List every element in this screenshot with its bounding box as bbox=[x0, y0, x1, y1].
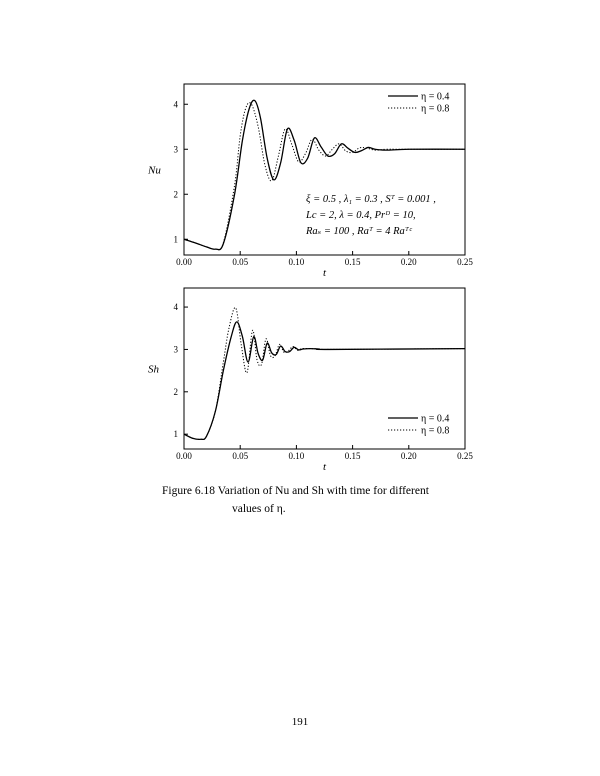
y-tick-label: 3 bbox=[173, 344, 178, 355]
y-tick-label: 2 bbox=[173, 386, 178, 397]
x-tick-label: 0.20 bbox=[400, 451, 417, 461]
annotation-line: ξ = 0.5 , λ₁ = 0.3 , Sᵀ = 0.001 , bbox=[306, 194, 436, 205]
x-tick-label: 0.00 bbox=[176, 451, 192, 461]
x-tick-label: 0.15 bbox=[344, 257, 361, 267]
y-tick-label: 4 bbox=[173, 302, 178, 313]
legend-label: η = 0.8 bbox=[421, 103, 450, 115]
legend-label: η = 0.8 bbox=[421, 425, 450, 437]
y-tick-label: 2 bbox=[173, 189, 178, 200]
x-tick-label: 0.15 bbox=[344, 451, 361, 461]
y-axis-label: Nu bbox=[148, 164, 161, 177]
parameter-annotation bbox=[305, 194, 436, 237]
caption-line-2: values of η. bbox=[232, 503, 286, 515]
x-tick-label: 0.25 bbox=[457, 451, 473, 461]
legend-label: η = 0.4 bbox=[421, 91, 450, 103]
legend bbox=[388, 92, 449, 115]
legend-label: η = 0.4 bbox=[421, 413, 450, 425]
x-tick-label: 0.00 bbox=[176, 257, 192, 267]
y-tick-label: 1 bbox=[173, 429, 178, 440]
x-tick-label: 0.05 bbox=[232, 451, 249, 461]
y-tick-label: 1 bbox=[173, 234, 178, 245]
x-axis-label: t bbox=[322, 267, 327, 279]
legend bbox=[388, 414, 449, 437]
annotation-line: Lc = 2, λ = 0.4, Prᴰ = 10, bbox=[306, 210, 416, 221]
nu-chart bbox=[147, 84, 473, 279]
x-axis-label: t bbox=[322, 461, 327, 473]
x-tick-label: 0.10 bbox=[288, 257, 305, 267]
caption-line-1: Figure 6.18 Variation of Nu and Sh with time for different bbox=[162, 485, 429, 497]
y-tick-label: 3 bbox=[173, 144, 178, 155]
figure-caption bbox=[162, 482, 482, 518]
annotation-line: Raₛ = 100 , Raᵀ = 4 Raᵀᶜ bbox=[306, 226, 412, 237]
x-tick-label: 0.05 bbox=[232, 257, 249, 267]
x-tick-label: 0.10 bbox=[288, 451, 305, 461]
x-tick-label: 0.20 bbox=[400, 257, 417, 267]
y-axis-label: Sh bbox=[148, 363, 159, 376]
page-number: 191 bbox=[291, 716, 309, 728]
y-tick-label: 4 bbox=[173, 99, 178, 110]
sh-chart bbox=[148, 288, 473, 473]
x-tick-label: 0.25 bbox=[457, 257, 473, 267]
